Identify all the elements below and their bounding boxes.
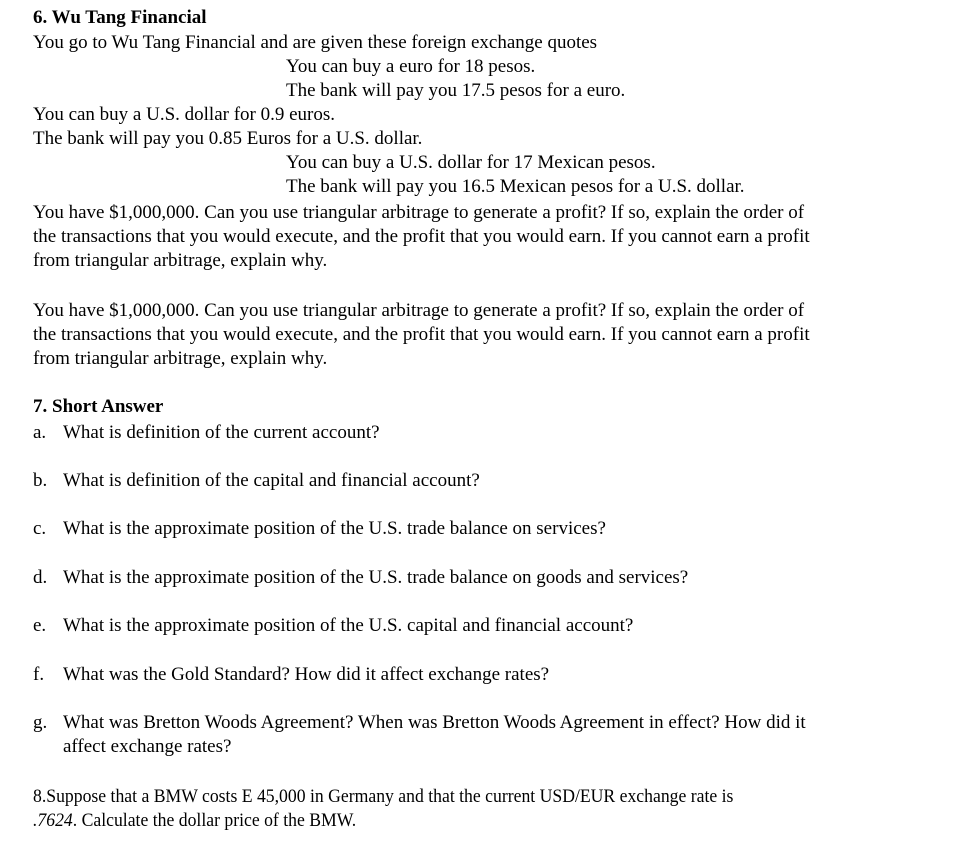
quote-2: The bank will pay you 17.5 pesos for a euro.: [286, 80, 626, 101]
q6-question-line: from triangular arbitrage, explain why.: [33, 250, 328, 271]
q6-question2-line: from triangular arbitrage, explain why.: [33, 348, 328, 369]
quote-1: You can buy a euro for 18 pesos.: [286, 56, 536, 77]
item-letter: e.: [33, 615, 47, 636]
item-text: What is the approximate position of the U.S. capital and financial account?: [63, 615, 634, 636]
item-text: What was the Gold Standard? How did it affect exchange rates?: [63, 664, 550, 685]
quote-4: The bank will pay you 0.85 Euros for a U.S. dollar.: [33, 128, 423, 149]
q8-text: . Calculate the dollar price of the BMW.: [72, 810, 357, 831]
q6-title: 6. Wu Tang Financial: [33, 7, 207, 28]
item-text: What is definition of the capital and financial account?: [63, 470, 480, 491]
q6-question-line: the transactions that you would execute, and the profit that you would earn. If you cannot earn a profit: [33, 226, 810, 247]
quote-6: The bank will pay you 16.5 Mexican pesos for a U.S. dollar.: [286, 176, 745, 197]
item-text: What is the approximate position of the U.S. trade balance on goods and services?: [63, 567, 689, 588]
q8-text: 8.Suppose that a BMW costs E 45,000 in Germany and that the current USD/EUR exchange rate is: [33, 786, 734, 807]
item-letter: d.: [33, 567, 48, 588]
q6-intro: You go to Wu Tang Financial and are given these foreign exchange quotes: [33, 32, 598, 53]
item-letter: b.: [33, 470, 48, 491]
quote-3: You can buy a U.S. dollar for 0.9 euros.: [33, 104, 336, 125]
q7-item-g-cont: affect exchange rates?: [63, 736, 232, 757]
item-letter: f.: [33, 664, 45, 685]
item-letter: g.: [33, 712, 48, 733]
q8-line1: [33, 786, 786, 808]
quote-5: You can buy a U.S. dollar for 17 Mexican pesos.: [286, 152, 656, 173]
item-text: What is definition of the current account?: [63, 422, 380, 443]
item-text: What is the approximate position of the U.S. trade balance on services?: [63, 518, 606, 539]
q8-rate: .7624: [33, 810, 73, 831]
q6-question-line: You have $1,000,000. Can you use triangular arbitrage to generate a profit? If so, explain the order of: [33, 202, 805, 223]
item-text: What was Bretton Woods Agreement? When was Bretton Woods Agreement in effect? How did it: [63, 712, 806, 733]
q6-question2-line: You have $1,000,000. Can you use triangular arbitrage to generate a profit? If so, explain the order of: [33, 300, 805, 321]
item-letter: c.: [33, 518, 47, 539]
item-letter: a.: [33, 422, 47, 443]
q6-question2-line: the transactions that you would execute, and the profit that you would earn. If you cannot earn a profit: [33, 324, 810, 345]
q7-title: 7. Short Answer: [33, 396, 164, 417]
q8-line2: [33, 810, 381, 832]
